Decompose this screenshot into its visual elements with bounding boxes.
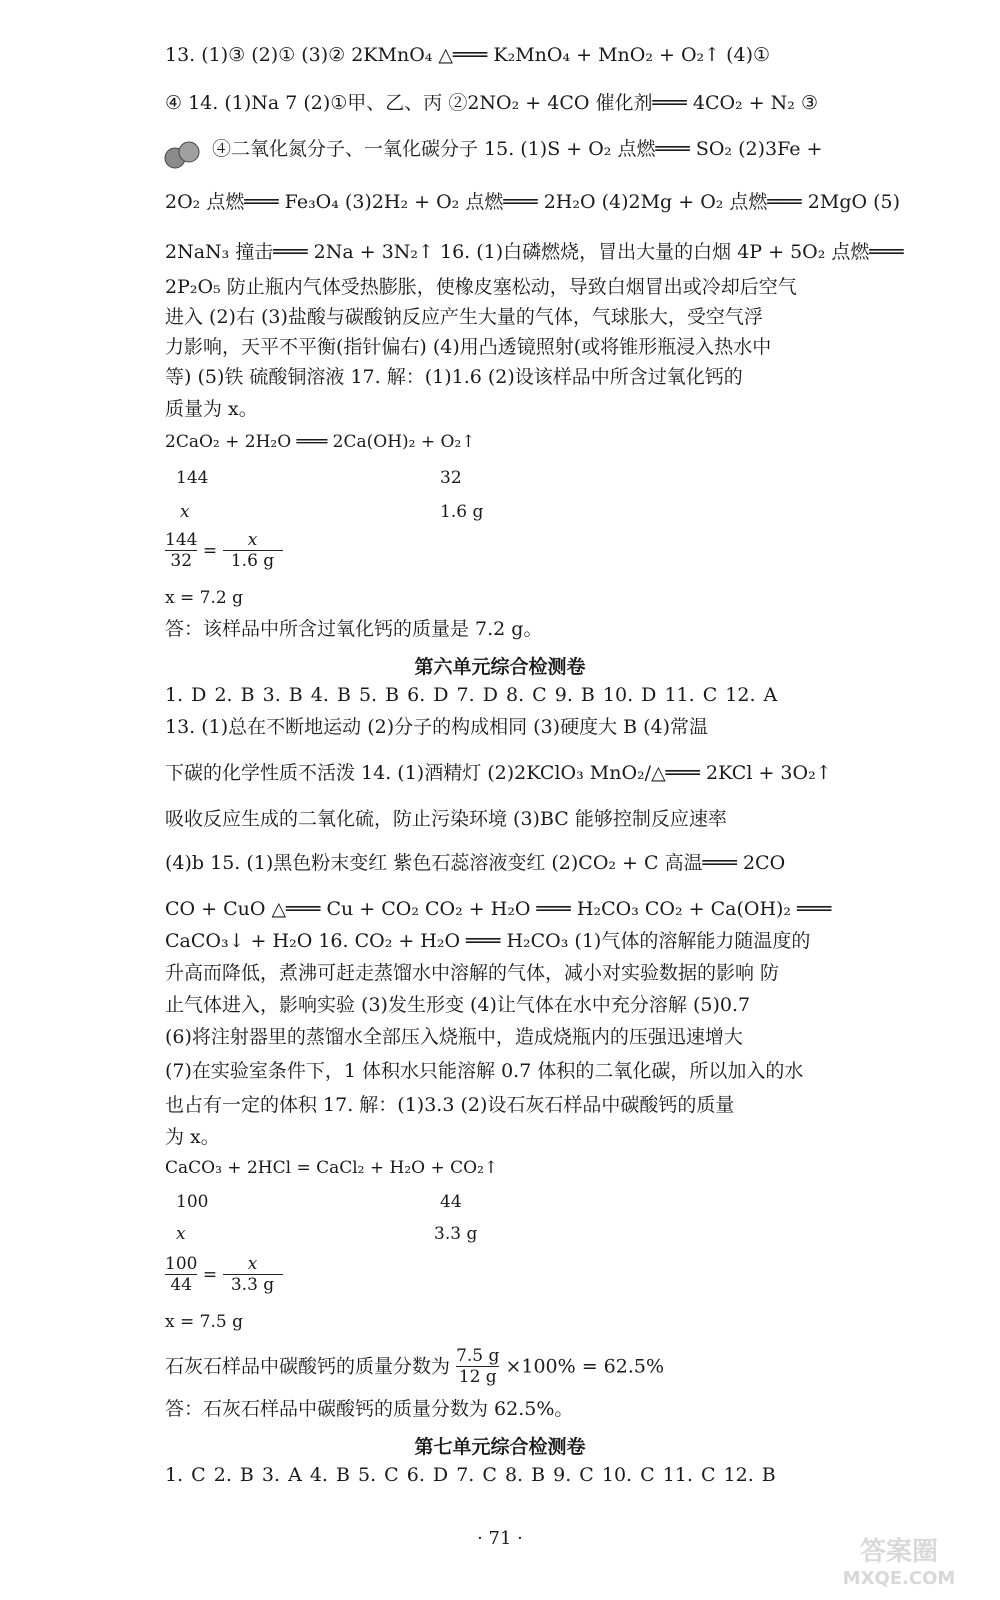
text-line: 止气体进入，影响实验 (3)发生形变 (4)让气体在水中充分溶解 (5)0.7: [165, 994, 751, 1016]
result-line: x = 7.2 g: [165, 588, 243, 608]
watermark-logo: [814, 1530, 984, 1590]
text-line: ④二氧化氮分子、一氧化碳分子 15. (1)S + O₂ 点燃═══ SO₂ (2)3Fe +: [212, 138, 823, 160]
text-line: (6)将注射器里的蒸馏水全部压入烧瓶中，造成烧瓶内的压强迅速增大: [165, 1026, 743, 1048]
section-title: 第六单元综合检测卷: [414, 656, 586, 678]
text-line: 升高而降低，煮沸可赶走蒸馏水中溶解的气体，减小对实验数据的影响 防: [165, 962, 780, 984]
molar-mass: 144: [176, 468, 209, 488]
ratio-fraction: $\frac{100}{44}$ = $\frac{x}{3.3 g}$: [165, 1254, 283, 1296]
text-line: 2NaN₃ 撞击═══ 2Na + 3N₂↑ 16. (1)白磷燃烧，冒出大量的白烟 4P + 5O₂ 点燃═══: [165, 241, 904, 263]
percent-line: 石灰石样品中碳酸钙的质量分数为 $\frac{7.5 g}{12 g} \times 100\% = 62.5\%$: [165, 1346, 665, 1388]
page-number: · 71 ·: [477, 1528, 523, 1549]
text-line: 2P₂O₅ 防止瓶内气体受热膨胀，使橡皮塞松动，导致白烟冒出或冷却后空气: [165, 276, 797, 298]
equation-line: CaCO₃ + 2HCl = CaCl₂ + H₂O + CO₂↑: [165, 1158, 499, 1178]
svg-text:答案圈: 答案圈: [859, 1537, 939, 1567]
text-line: 也占有一定的体积 17. 解：(1)3.3 (2)设石灰石样品中碳酸钙的质量: [165, 1094, 735, 1116]
text-line: 13. (1)总在不断地运动 (2)分子的构成相同 (3)硬度大 B (4)常温: [165, 716, 709, 738]
section-title: 第七单元综合检测卷: [414, 1436, 586, 1458]
molar-mass: 44: [440, 1192, 462, 1212]
unknown-var: x: [176, 1224, 186, 1244]
text-line: ④ 14. (1)Na 7 (2)①甲、乙、丙 ②2NO₂ + 4CO 催化剂═══ 4CO₂ + N₂ ③: [165, 92, 818, 114]
text-line: 进入 (2)右 (3)盐酸与碳酸钠反应产生大量的气体，气球胀大，受空气浮: [165, 306, 763, 328]
svg-text:MXQE.COM: MXQE.COM: [842, 1568, 956, 1589]
text-line: 2O₂ 点燃═══ Fe₃O₄ (3)2H₂ + O₂ 点燃═══ 2H₂O (4)2Mg + O₂ 点燃═══ 2MgO (5): [165, 191, 901, 213]
text-line: 为 x。: [165, 1126, 220, 1148]
text-line: 等) (5)铁 硫酸铜溶液 17. 解：(1)1.6 (2)设该样品中所含过氧化钙的: [165, 366, 743, 388]
text-line: (4)b 15. (1)黑色粉末变红 紫色石蕊溶液变红 (2)CO₂ + C 高温═══ 2CO: [165, 852, 786, 874]
text-line: CO + CuO △═══ Cu + CO₂ CO₂ + H₂O ═══ H₂CO₃ CO₂ + Ca(OH)₂ ═══: [165, 898, 832, 920]
text-line: 质量为 x。: [165, 398, 258, 420]
text-line: 吸收反应生成的二氧化硫，防止污染环境 (3)BC 能够控制反应速率: [165, 808, 727, 830]
text-line: 13. (1)③ (2)① (3)② 2KMnO₄ △═══ K₂MnO₄ + MnO₂ + O₂↑ (4)①: [165, 44, 771, 66]
given-mass: 1.6 g: [440, 502, 484, 522]
equation-line: 2CaO₂ + 2H₂O ═══ 2Ca(OH)₂ + O₂↑: [165, 432, 476, 452]
choice-answers: 1. C 2. B 3. A 4. B 5. C 6. D 7. C 8. B 9. C 10. C 11. C 12. B: [165, 1464, 776, 1486]
text-line: 下碳的化学性质不活泼 14. (1)酒精灯 (2)2KClO₃ MnO₂/△═══ 2KCl + 3O₂↑: [165, 762, 832, 784]
molar-mass: 100: [176, 1192, 209, 1212]
given-mass: 3.3 g: [434, 1224, 478, 1244]
text-line: (7)在实验室条件下，1 体积水只能溶解 0.7 体积的二氧化碳，所以加入的水: [165, 1060, 804, 1082]
answer-line: 答：该样品中所含过氧化钙的质量是 7.2 g。: [165, 618, 543, 640]
molecule-icon: [163, 140, 203, 170]
unknown-var: x: [180, 502, 190, 522]
choice-answers: 1. D 2. B 3. B 4. B 5. B 6. D 7. D 8. C 9. B 10. D 11. C 12. A: [165, 684, 778, 706]
molar-mass: 32: [440, 468, 462, 488]
text-line: 力影响，天平不平衡(指针偏右) (4)用凸透镜照射(或将锥形瓶浸入热水中: [165, 336, 772, 358]
text-line: CaCO₃↓ + H₂O 16. CO₂ + H₂O ═══ H₂CO₃ (1)气体的溶解能力随温度的: [165, 930, 811, 952]
answer-line: 答：石灰石样品中碳酸钙的质量分数为 62.5%。: [165, 1398, 574, 1420]
result-line: x = 7.5 g: [165, 1312, 243, 1332]
ratio-fraction: $\frac{144}{32}$ = $\frac{x}{1.6 g}$: [165, 530, 283, 572]
